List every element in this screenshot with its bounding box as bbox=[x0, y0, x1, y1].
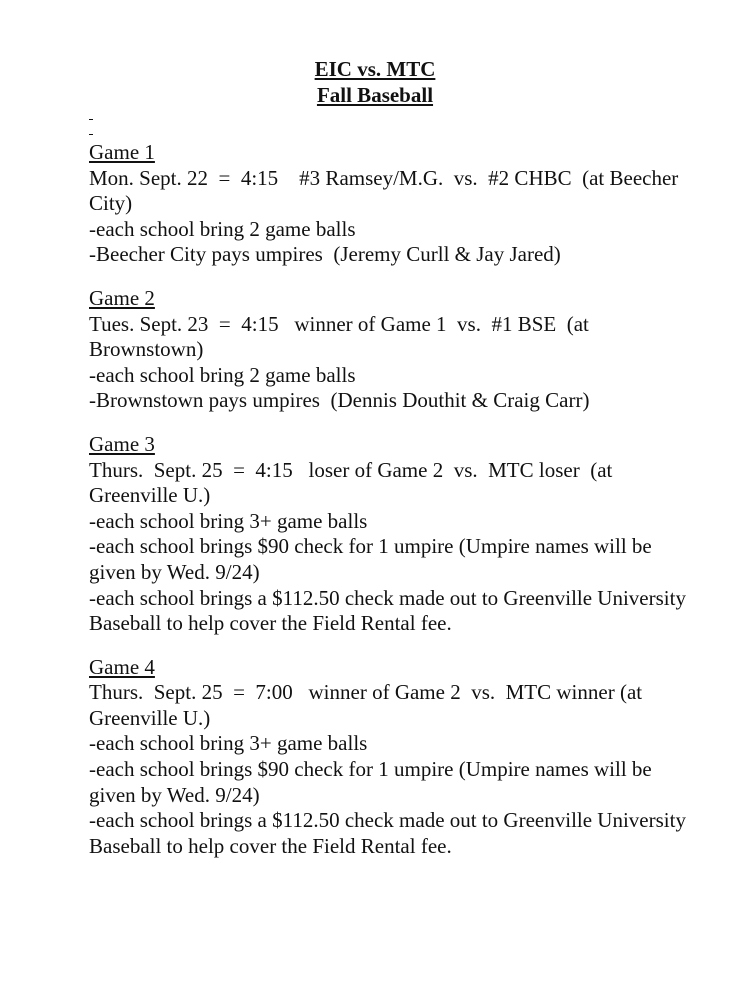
game-heading: Game 1 bbox=[89, 140, 155, 164]
game-section bbox=[89, 140, 689, 268]
game-heading: Game 2 bbox=[89, 285, 155, 310]
game-heading: Game 4 bbox=[89, 654, 155, 679]
game-section bbox=[89, 286, 689, 414]
games-list bbox=[89, 140, 692, 877]
game-detail-line: -Beecher City pays umpires (Jeremy Curll & Jay Jared) bbox=[89, 242, 561, 267]
game-detail-line: -each school bring 2 game balls bbox=[89, 216, 356, 241]
game-detail-line: Thurs. Sept. 25 = 4:15 loser of Game 2 vs. MTC loser (at Greenville U.) bbox=[89, 457, 618, 508]
page-title: EIC vs. MTC bbox=[314, 57, 436, 81]
stray-dash-mark bbox=[89, 119, 93, 120]
game-detail-line: -each school bring 3+ game balls bbox=[89, 508, 368, 533]
game-detail-line: -each school brings a $112.50 check made out to Greenville University Baseball to help cover the Field Rental fee. bbox=[89, 585, 692, 636]
game-detail-line: -Brownstown pays umpires (Dennis Douthit & Craig Carr) bbox=[89, 388, 590, 413]
game-detail-line: -each school brings $90 check for 1 umpire (Umpire names will be given by Wed. 9/24) bbox=[89, 534, 657, 584]
game-detail-line: -each school bring 3+ game balls bbox=[89, 731, 368, 756]
stray-dash-mark bbox=[89, 134, 93, 135]
game-detail-line: -each school brings a $112.50 check made out to Greenville University Baseball to help cover the Field Rental fee. bbox=[89, 808, 692, 858]
game-section bbox=[89, 431, 692, 637]
title-block bbox=[0, 56, 750, 108]
page-subtitle: Fall Baseball bbox=[316, 83, 434, 107]
game-detail-line: Mon. Sept. 22 = 4:15 #3 Ramsey/M.G. vs. #2 CHBC (at Beecher City) bbox=[89, 165, 684, 216]
game-detail-line: -each school brings $90 check for 1 umpire (Umpire names will be given by Wed. 9/24) bbox=[89, 757, 657, 807]
game-detail-line: Tues. Sept. 23 = 4:15 winner of Game 1 vs. #1 BSE (at Brownstown) bbox=[89, 311, 595, 362]
game-heading: Game 3 bbox=[89, 431, 155, 456]
game-section bbox=[89, 654, 692, 860]
game-detail-line: -each school bring 2 game balls bbox=[89, 362, 356, 387]
game-detail-line: Thurs. Sept. 25 = 7:00 winner of Game 2 vs. MTC winner (at Greenville U.) bbox=[89, 680, 648, 730]
